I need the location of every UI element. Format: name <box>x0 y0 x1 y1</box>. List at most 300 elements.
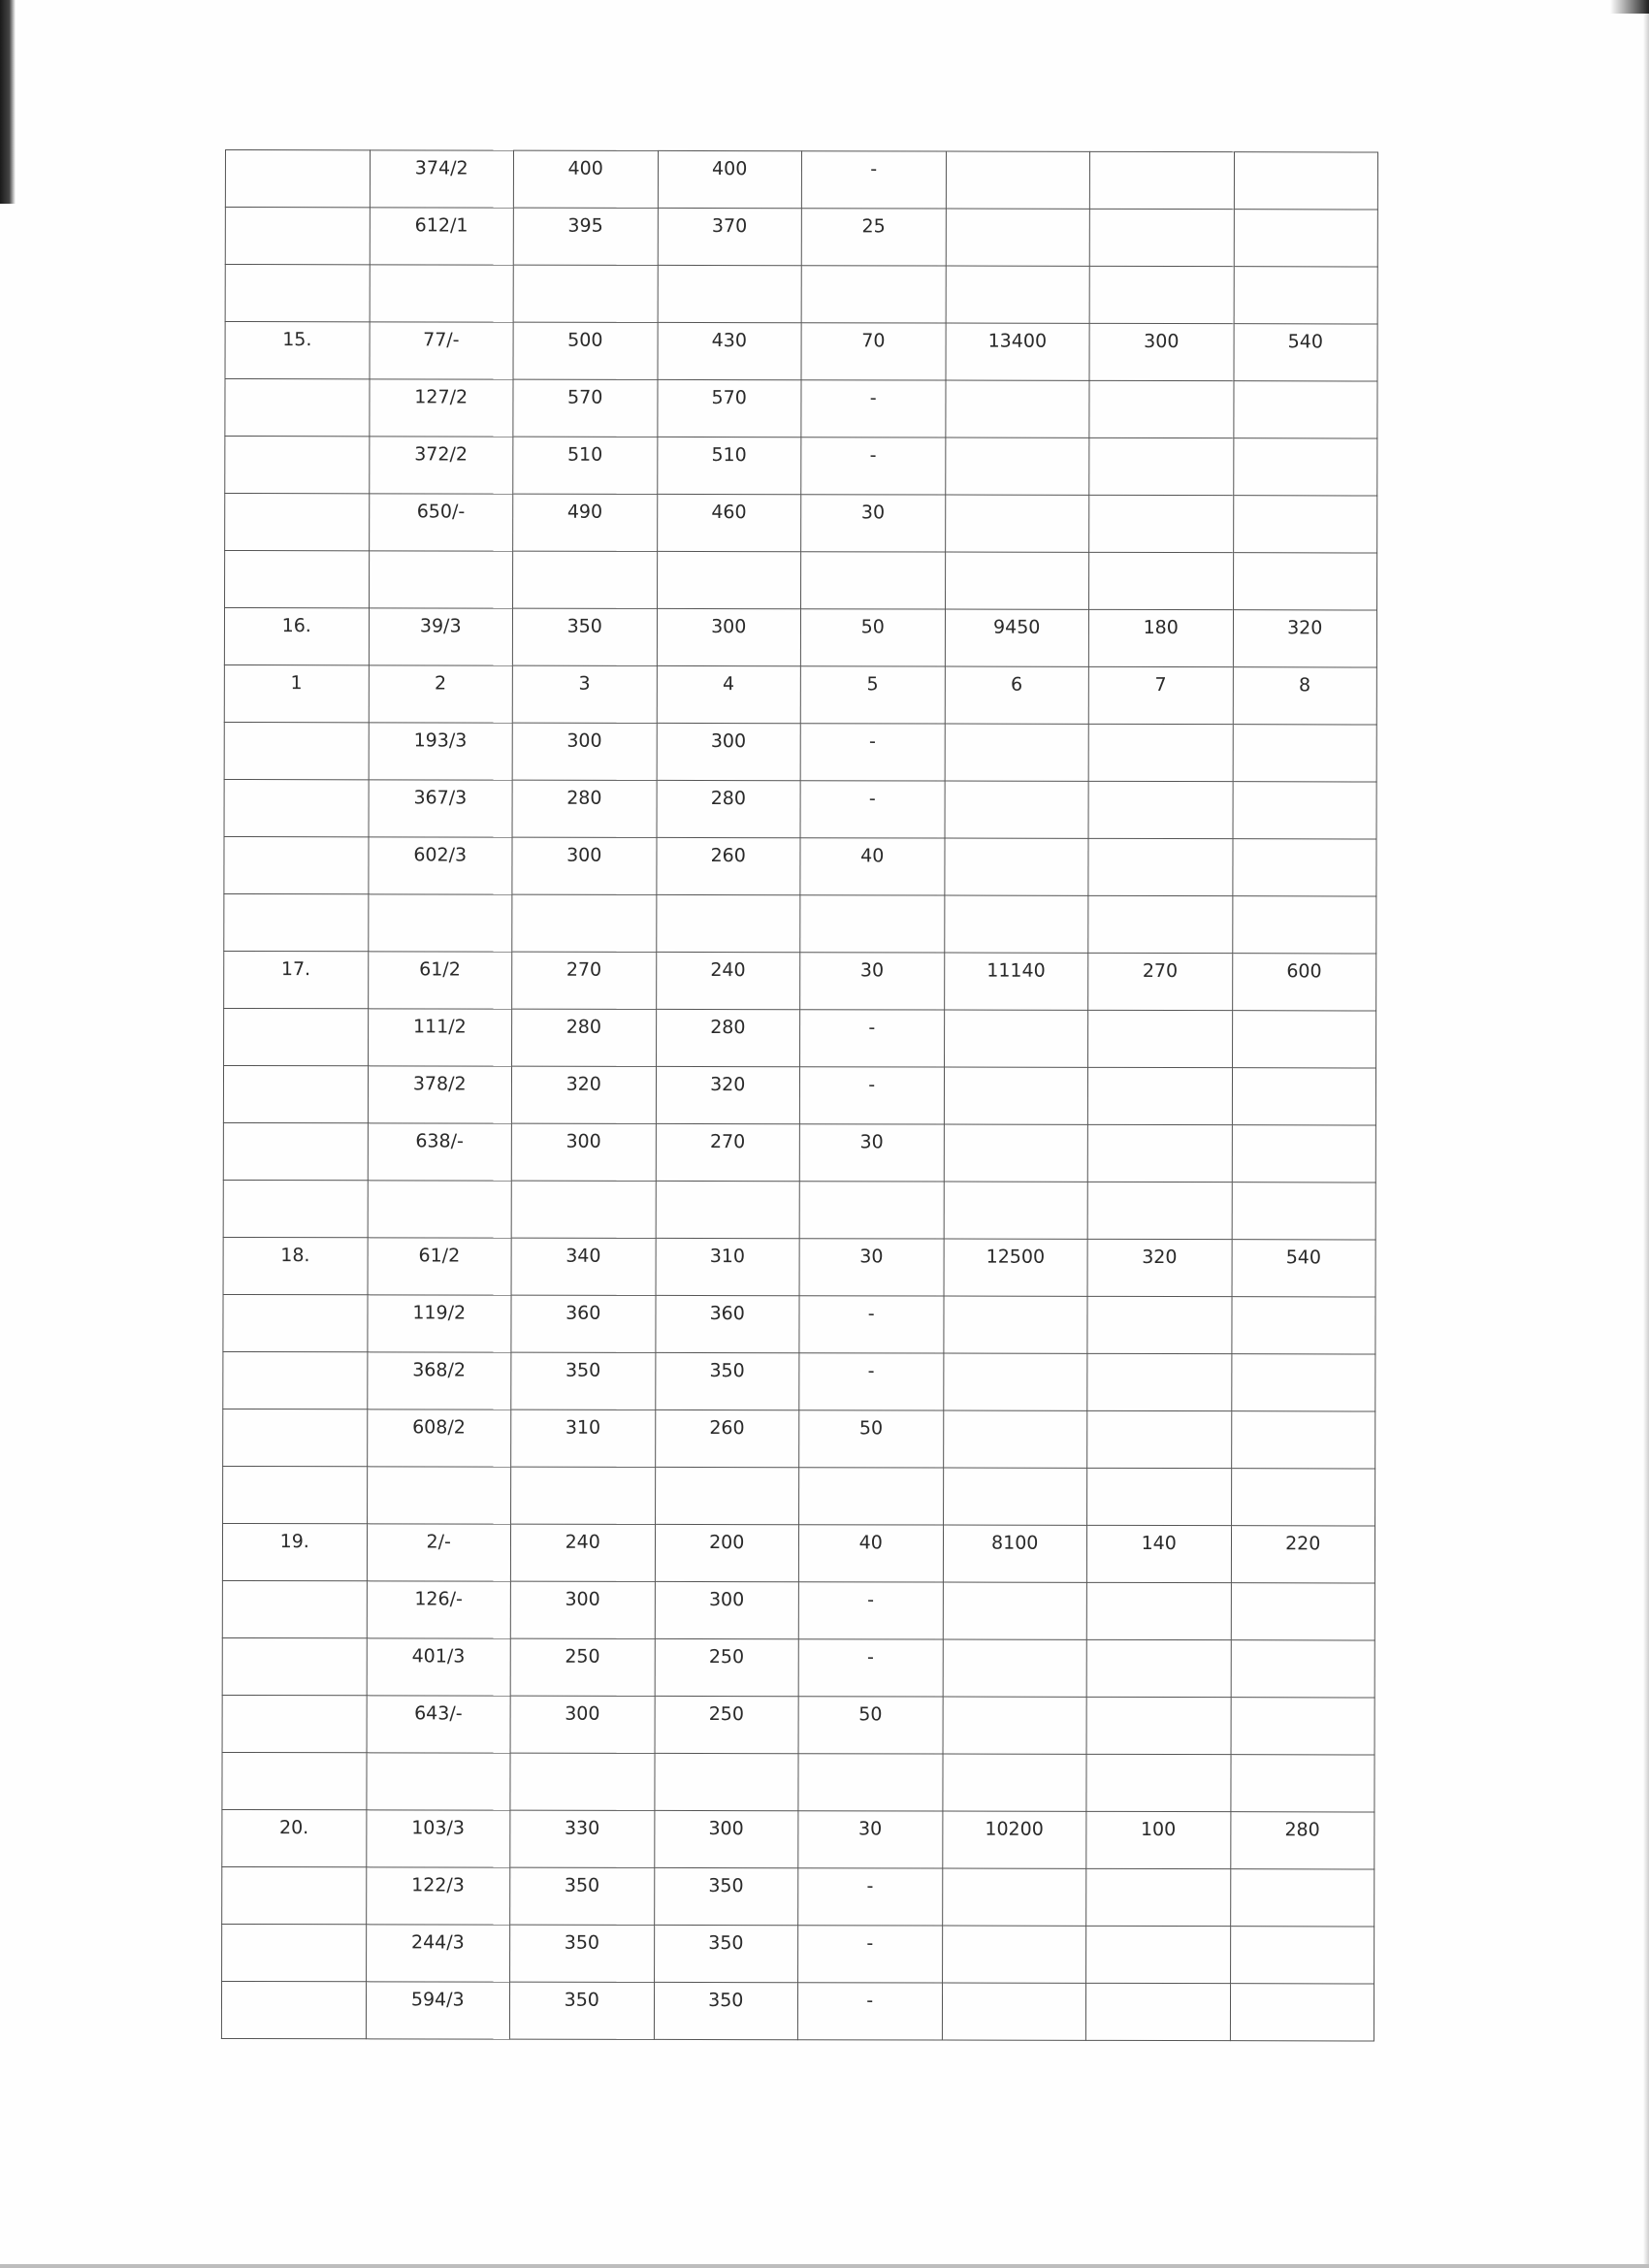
table-cell-value-5 <box>799 1353 944 1410</box>
cell-text: - <box>866 1932 874 1955</box>
table-cell-value-6 <box>944 1239 1088 1296</box>
cell-text <box>943 1698 1086 1706</box>
cell-text: 400 <box>712 158 748 180</box>
table-cell-value-5 <box>799 1296 944 1353</box>
table-cell-value-3 <box>510 1581 655 1638</box>
cell-text: 350 <box>564 1874 600 1896</box>
table-cell-value-8 <box>1231 1354 1375 1411</box>
table-cell-value-5 <box>798 1639 943 1697</box>
cell-text <box>1234 553 1377 562</box>
cell-text: 280 <box>1284 1819 1320 1841</box>
table-cell-plot-no <box>367 1696 511 1753</box>
table-cell-value-4 <box>656 1009 800 1066</box>
cell-text <box>1087 1583 1231 1592</box>
table-cell-plot-no <box>370 208 514 265</box>
cell-text <box>513 552 657 561</box>
cell-text <box>1088 1011 1232 1020</box>
cell-text: 30 <box>858 1818 883 1840</box>
table-cell-value-6 <box>944 1124 1088 1182</box>
cell-text: - <box>868 788 876 810</box>
cell-text: 5 <box>866 673 879 696</box>
cell-text: - <box>869 444 877 467</box>
cell-text: 40 <box>860 845 885 867</box>
cell-text: 180 <box>1143 616 1179 639</box>
cell-text <box>945 1011 1088 1020</box>
cell-text: 30 <box>859 1246 884 1268</box>
table-cell-serial-no <box>224 722 369 779</box>
table-cell-value-6 <box>944 953 1088 1010</box>
cell-text: 460 <box>711 502 747 524</box>
cell-text: 300 <box>565 1588 600 1610</box>
table-row <box>223 1351 1375 1410</box>
cell-text: 11140 <box>986 959 1046 982</box>
cell-text <box>224 1295 368 1304</box>
table-cell-value-7 <box>1088 666 1233 724</box>
cell-text <box>1231 1640 1374 1649</box>
table-cell-value-5 <box>801 495 946 552</box>
cell-text <box>226 150 370 159</box>
cell-text <box>943 1869 1086 1878</box>
cell-text: 540 <box>1287 331 1323 353</box>
cell-text: 8 <box>1299 674 1311 697</box>
table-cell-value-3 <box>510 1810 655 1867</box>
table-cell-value-5 <box>798 1582 943 1639</box>
cell-text <box>1233 725 1376 733</box>
table-row <box>224 779 1376 838</box>
cell-text <box>1088 1125 1232 1134</box>
table-cell-value-5 <box>801 323 946 380</box>
table-cell-plot-no <box>370 265 514 322</box>
table-cell-plot-no <box>368 1066 512 1123</box>
cell-text: 300 <box>708 1589 745 1611</box>
cell-text <box>225 437 369 445</box>
table-cell-value-3 <box>513 551 658 608</box>
table-cell-value-5 <box>798 1811 943 1868</box>
cell-text: 15. <box>282 329 312 351</box>
cell-text <box>223 1581 367 1590</box>
cell-text: 320 <box>710 1074 746 1096</box>
table-cell-value-7 <box>1087 1124 1232 1182</box>
cell-text <box>1234 381 1377 390</box>
table-cell-value-4 <box>657 780 801 837</box>
table-cell-value-8 <box>1231 1411 1375 1469</box>
cell-text <box>1233 782 1376 791</box>
cell-text: 300 <box>565 1702 600 1725</box>
cell-text <box>1232 1068 1375 1077</box>
cell-text: 270 <box>1142 959 1179 983</box>
cell-text: 300 <box>711 616 747 638</box>
table-row <box>225 265 1377 324</box>
table-cell-value-7 <box>1086 1639 1231 1697</box>
cell-text: - <box>869 387 877 409</box>
cell-text: 300 <box>708 1818 744 1840</box>
table-cell-value-6 <box>943 1296 1087 1353</box>
table-cell-plot-no <box>367 1409 511 1467</box>
table-cell-value-6 <box>943 1582 1087 1639</box>
table-cell-value-4 <box>657 608 801 665</box>
cell-text <box>1231 1869 1374 1878</box>
table-cell-serial-no <box>222 1752 367 1809</box>
cell-text <box>945 725 1088 733</box>
table-cell-value-6 <box>944 895 1088 953</box>
cell-text <box>225 551 369 560</box>
cell-text: 378/2 <box>412 1073 467 1095</box>
table-cell-value-3 <box>510 1925 655 1982</box>
cell-text <box>946 381 1089 390</box>
table-cell-plot-no <box>369 665 513 723</box>
table-cell-value-8 <box>1234 210 1378 267</box>
cell-text <box>511 1754 655 1763</box>
table-cell-serial-no <box>225 437 370 494</box>
table-row <box>223 1294 1375 1353</box>
cell-text: 280 <box>566 1016 602 1038</box>
table-cell-serial-no <box>224 893 369 951</box>
cell-text: 350 <box>564 1931 600 1954</box>
cell-text: 300 <box>1144 330 1180 353</box>
table-cell-value-5 <box>801 437 946 495</box>
table-cell-value-7 <box>1086 1525 1231 1582</box>
table-cell-value-7 <box>1086 1754 1231 1811</box>
cell-text <box>224 837 368 846</box>
cell-text: 100 <box>1140 1818 1177 1841</box>
cell-text: 570 <box>567 386 603 408</box>
cell-text <box>1232 1297 1375 1306</box>
table-cell-value-4 <box>655 1409 799 1467</box>
table-cell-serial-no <box>225 494 370 551</box>
cell-text: 10200 <box>985 1818 1044 1840</box>
cell-text: 240 <box>710 959 746 982</box>
table-cell-value-8 <box>1232 954 1376 1011</box>
table-cell-value-4 <box>655 1638 799 1696</box>
cell-text: 280 <box>566 787 602 809</box>
cell-text <box>946 496 1089 504</box>
table-cell-plot-no <box>366 1867 510 1925</box>
table-cell-value-8 <box>1230 1927 1374 1984</box>
table-cell-plot-no <box>369 780 513 837</box>
cell-text <box>1086 1984 1230 1993</box>
cell-text <box>1089 782 1233 791</box>
cell-text <box>225 379 369 388</box>
table-cell-value-6 <box>945 437 1089 495</box>
table-row <box>222 1580 1374 1639</box>
table-cell-value-4 <box>654 1867 798 1925</box>
table-cell-value-4 <box>657 494 801 551</box>
table-cell-value-6 <box>946 151 1090 209</box>
cell-text: 350 <box>708 1875 744 1897</box>
table-cell-value-8 <box>1232 1068 1376 1125</box>
table-cell-value-8 <box>1234 152 1378 210</box>
cell-text <box>368 1467 511 1475</box>
table-row <box>222 1637 1374 1697</box>
cell-text <box>1089 381 1233 390</box>
cell-text <box>514 266 658 275</box>
table-cell-value-4 <box>658 322 802 379</box>
cell-text: - <box>870 158 878 180</box>
cell-text <box>802 266 946 275</box>
cell-text <box>225 494 369 502</box>
table-cell-value-3 <box>510 1638 655 1696</box>
table-cell-value-3 <box>511 1238 656 1295</box>
table-row <box>224 893 1376 953</box>
cell-text <box>658 266 801 275</box>
cell-text <box>1234 496 1377 504</box>
table-cell-value-7 <box>1089 323 1234 380</box>
cell-text: 350 <box>709 1360 745 1382</box>
table-row <box>224 664 1376 724</box>
table-cell-plot-no <box>369 608 513 665</box>
table-cell-plot-no <box>368 1181 512 1238</box>
table-cell-value-3 <box>510 1753 655 1810</box>
cell-text <box>944 1354 1087 1363</box>
table-cell-value-4 <box>655 1524 799 1581</box>
cell-text: - <box>866 1875 874 1897</box>
cell-text: 2/- <box>426 1531 451 1553</box>
table-cell-value-3 <box>513 150 658 208</box>
cell-text: 140 <box>1141 1532 1177 1555</box>
cell-text <box>800 1182 944 1190</box>
table-cell-value-5 <box>800 1010 945 1067</box>
cell-text: 594/3 <box>410 1989 465 2011</box>
cell-text <box>1232 1183 1375 1191</box>
table-cell-value-4 <box>656 837 800 894</box>
cell-text <box>224 894 368 903</box>
table-cell-value-3 <box>509 1982 654 2039</box>
table-cell-value-7 <box>1089 552 1234 609</box>
table-cell-value-7 <box>1085 1983 1230 2040</box>
cell-text <box>944 1183 1087 1191</box>
cell-text: 4 <box>723 673 735 696</box>
table-cell-value-7 <box>1086 1926 1231 1983</box>
table-row <box>225 437 1377 496</box>
table-cell-value-7 <box>1088 895 1233 953</box>
table-cell-value-6 <box>942 1983 1086 2040</box>
cell-text <box>1088 896 1232 905</box>
table-cell-value-4 <box>658 265 802 322</box>
table-cell-value-3 <box>512 837 657 894</box>
table-row <box>221 1981 1374 2040</box>
cell-text: 7 <box>1154 674 1167 697</box>
cell-text <box>656 1182 799 1190</box>
cell-text <box>511 1468 655 1476</box>
table-cell-value-7 <box>1089 209 1234 266</box>
table-cell-value-6 <box>945 781 1089 838</box>
table-cell-serial-no <box>223 1409 368 1466</box>
cell-text: 350 <box>564 1989 599 2011</box>
table-cell-value-3 <box>512 665 657 723</box>
table-cell-serial-no <box>223 1466 368 1523</box>
table-cell-value-4 <box>657 665 801 723</box>
table-cell-plot-no <box>367 1524 511 1581</box>
cell-text: 18. <box>280 1245 310 1267</box>
table-cell-value-8 <box>1233 667 1377 725</box>
table-cell-value-6 <box>942 1754 1086 1811</box>
cell-text <box>1089 553 1233 562</box>
table-row <box>225 208 1377 267</box>
table-cell-value-6 <box>944 838 1088 895</box>
cell-text: - <box>869 730 876 753</box>
cell-text <box>224 1181 368 1189</box>
cell-text: 500 <box>567 329 603 351</box>
cell-text: 612/1 <box>414 214 469 237</box>
table-cell-value-4 <box>655 1352 799 1409</box>
cell-text: 368/2 <box>412 1359 467 1381</box>
table-row <box>222 1523 1374 1582</box>
cell-text: 320 <box>566 1073 601 1095</box>
table-cell-value-7 <box>1087 1067 1232 1124</box>
cell-text <box>1232 1125 1375 1134</box>
cell-text: - <box>866 1990 874 2012</box>
table-cell-serial-no <box>225 265 370 322</box>
cell-text: 401/3 <box>411 1645 466 1668</box>
table-cell-serial-no <box>222 1809 367 1866</box>
cell-text <box>1087 1640 1231 1649</box>
cell-text: 330 <box>564 1817 600 1839</box>
table-cell-value-5 <box>800 666 945 724</box>
table-cell-value-8 <box>1232 839 1376 896</box>
table-cell-plot-no <box>367 1581 511 1638</box>
table-cell-value-8 <box>1231 1526 1375 1583</box>
cell-text <box>1086 1927 1230 1935</box>
table-cell-plot-no <box>368 1123 512 1181</box>
cell-text: 360 <box>566 1302 601 1324</box>
cell-text <box>368 1181 511 1189</box>
table-cell-value-5 <box>798 1926 943 1983</box>
table-cell-value-4 <box>657 379 801 437</box>
cell-text: 6 <box>1011 673 1023 696</box>
cell-text <box>1087 1411 1231 1420</box>
table-cell-value-7 <box>1088 838 1233 895</box>
table-cell-value-6 <box>944 1182 1088 1239</box>
table-cell-value-4 <box>654 1925 798 1982</box>
table-cell-plot-no <box>369 723 513 780</box>
table-cell-value-5 <box>801 552 946 609</box>
cell-text <box>946 210 1089 218</box>
cell-text <box>1231 1927 1374 1935</box>
cell-text: 50 <box>858 1703 883 1726</box>
table-cell-value-7 <box>1089 151 1234 209</box>
table-cell-value-8 <box>1230 1984 1374 2041</box>
scan-binding-shadow <box>0 0 16 204</box>
cell-text <box>1088 1297 1232 1306</box>
table-cell-value-8 <box>1231 1297 1375 1354</box>
table-row <box>224 951 1376 1010</box>
table-cell-value-3 <box>513 437 658 494</box>
cell-text <box>1089 438 1233 447</box>
cell-text: 50 <box>860 616 885 638</box>
table-cell-value-3 <box>511 1352 656 1409</box>
table-cell-value-7 <box>1089 495 1234 552</box>
cell-text <box>945 782 1088 791</box>
table-cell-plot-no <box>369 494 513 551</box>
cell-text: 200 <box>709 1532 745 1554</box>
table-cell-plot-no <box>370 150 514 208</box>
cell-text: 77/- <box>423 329 460 351</box>
table-row <box>225 150 1377 210</box>
table-cell-value-7 <box>1086 1811 1231 1868</box>
table-row <box>225 322 1377 381</box>
table-cell-plot-no <box>367 1467 511 1524</box>
cell-text <box>1234 438 1377 447</box>
cell-text <box>1087 1469 1231 1477</box>
table-row <box>225 551 1377 610</box>
cell-text <box>1090 210 1234 218</box>
cell-text: - <box>867 1360 875 1382</box>
table-cell-value-8 <box>1230 1869 1374 1927</box>
cell-text: 300 <box>566 729 602 752</box>
table-cell-value-8 <box>1231 1698 1375 1755</box>
table-cell-value-5 <box>801 380 946 437</box>
table-cell-value-4 <box>658 150 802 208</box>
table-cell-serial-no <box>224 664 369 722</box>
table-cell-serial-no <box>222 1523 367 1580</box>
table-row <box>223 1122 1375 1182</box>
cell-text: 103/3 <box>411 1817 466 1839</box>
table-cell-value-5 <box>798 1525 943 1582</box>
cell-text: - <box>868 1017 876 1039</box>
table-cell-value-7 <box>1086 1868 1231 1926</box>
cell-text: 2 <box>435 672 447 695</box>
table-cell-value-4 <box>655 1696 799 1753</box>
cell-text <box>370 551 513 560</box>
table-cell-serial-no <box>222 1924 367 1981</box>
cell-text <box>224 1066 368 1075</box>
table-cell-value-8 <box>1233 381 1377 438</box>
table-cell-serial-no <box>225 551 370 608</box>
cell-text: 280 <box>710 788 746 810</box>
cell-text: 260 <box>709 1417 745 1440</box>
cell-text: 270 <box>566 958 602 981</box>
table-cell-serial-no <box>224 1008 369 1065</box>
table-cell-value-5 <box>797 1983 942 2040</box>
table-cell-value-5 <box>801 151 946 209</box>
cell-text: 280 <box>710 1017 746 1039</box>
table-cell-value-6 <box>945 609 1089 666</box>
cell-text <box>946 553 1089 562</box>
table-cell-value-5 <box>798 1697 943 1754</box>
table-cell-plot-no <box>366 1982 510 2039</box>
cell-text: 126/- <box>414 1588 463 1610</box>
table-cell-value-8 <box>1234 324 1378 381</box>
cell-text: 240 <box>565 1531 600 1553</box>
table-cell-serial-no <box>225 150 370 208</box>
cell-text <box>946 267 1089 275</box>
table-cell-value-4 <box>655 1581 799 1638</box>
table-cell-value-3 <box>511 1181 656 1238</box>
cell-text <box>945 1068 1088 1077</box>
cell-text <box>944 1411 1087 1420</box>
table-row <box>225 379 1377 438</box>
cell-text: 638/- <box>415 1130 464 1152</box>
cell-text: 350 <box>708 1990 744 2012</box>
cell-text: 17. <box>280 958 311 981</box>
cell-text: - <box>867 1589 875 1611</box>
table-cell-plot-no <box>368 1238 512 1295</box>
table-cell-serial-no <box>224 608 369 665</box>
table-cell-plot-no <box>370 322 514 379</box>
table-cell-value-6 <box>945 552 1089 609</box>
cell-text: 30 <box>859 959 885 982</box>
cell-text: 360 <box>709 1303 745 1325</box>
cell-text <box>512 895 656 904</box>
table-cell-value-8 <box>1232 1240 1376 1297</box>
cell-text: 310 <box>565 1416 601 1439</box>
cell-text <box>370 265 513 274</box>
table-cell-value-6 <box>945 495 1089 552</box>
cell-text: 430 <box>711 330 747 352</box>
table-cell-serial-no <box>222 1580 367 1637</box>
cell-text: 25 <box>861 215 886 238</box>
table-cell-value-7 <box>1087 1182 1232 1239</box>
